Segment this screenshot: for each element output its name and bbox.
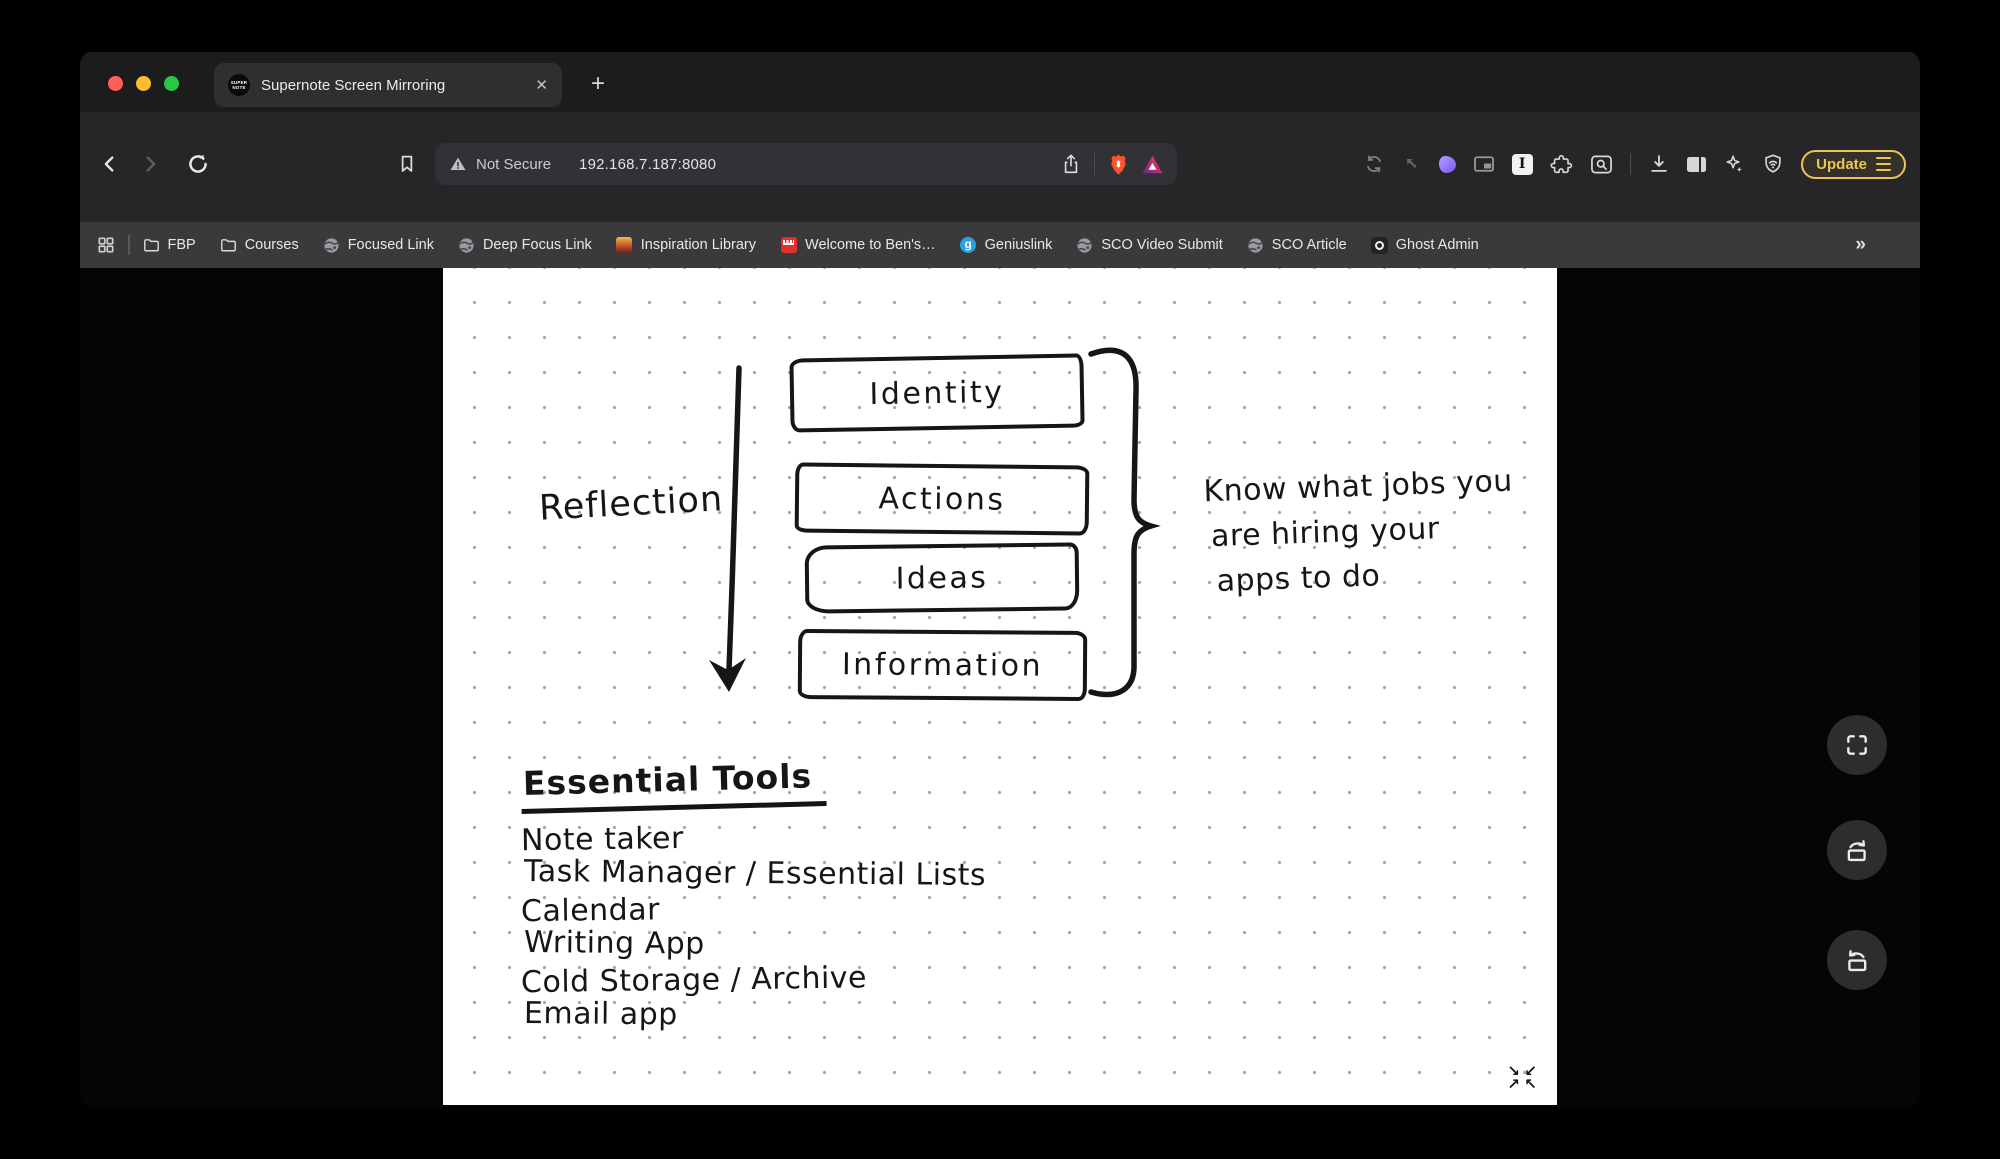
tab-supernote-screen-mirroring[interactable] bbox=[214, 63, 562, 107]
tab-close-icon[interactable]: ✕ bbox=[535, 77, 548, 94]
bookmark-label: Ghost Admin bbox=[1395, 237, 1479, 253]
sketch-box-label: Identity bbox=[869, 374, 1005, 412]
sidebar-toggle-icon[interactable] bbox=[1687, 157, 1706, 172]
share-icon[interactable] bbox=[1061, 153, 1081, 175]
back-button[interactable] bbox=[99, 153, 121, 175]
sketch-box bbox=[795, 462, 1090, 535]
sketch-box bbox=[789, 353, 1084, 432]
address-bar[interactable] bbox=[435, 143, 1177, 185]
bookmark-label: FBP bbox=[167, 237, 196, 253]
bookmarks-separator bbox=[128, 235, 130, 255]
globe-icon bbox=[458, 237, 475, 254]
rotate-clockwise-button[interactable] bbox=[1827, 820, 1887, 880]
annotation-note bbox=[1203, 459, 1517, 605]
reload-button[interactable] bbox=[185, 151, 211, 177]
annotation-line: apps to do bbox=[1216, 558, 1381, 600]
brave-shields-icon[interactable] bbox=[1108, 153, 1129, 176]
collapse-view-icon[interactable]: ↘ ↙ ↗ ↖ bbox=[1507, 1062, 1537, 1093]
update-label: Update bbox=[1816, 155, 1867, 173]
navigation-toolbar bbox=[80, 112, 1920, 222]
essential-tools-item: Note taker bbox=[520, 820, 685, 859]
window-controls bbox=[108, 76, 179, 91]
security-label[interactable]: Not Secure bbox=[476, 155, 552, 173]
sketch-box bbox=[805, 542, 1080, 613]
sketch-box-label: Ideas bbox=[895, 559, 989, 597]
bookmark-label: Inspiration Library bbox=[640, 237, 757, 253]
purple-extension-icon[interactable] bbox=[1439, 156, 1456, 173]
bookmark-item[interactable] bbox=[780, 237, 936, 254]
ghost-icon bbox=[1371, 237, 1388, 254]
reflection-arrow bbox=[729, 368, 739, 670]
essential-tools-list bbox=[520, 820, 987, 1033]
bookmark-label: Deep Focus Link bbox=[482, 237, 592, 253]
essential-tools-item: Cold Storage / Archive bbox=[520, 960, 868, 1001]
tab-title: Supernote Screen Mirroring bbox=[261, 76, 446, 94]
vpn-shield-icon[interactable] bbox=[1762, 153, 1784, 176]
downloads-icon[interactable] bbox=[1648, 153, 1670, 175]
i-extension-icon[interactable]: I bbox=[1512, 154, 1533, 175]
red-site-icon bbox=[780, 237, 797, 254]
bookmark-item[interactable] bbox=[143, 237, 196, 254]
page-content-area bbox=[80, 268, 1920, 1107]
geniuslink-icon: g bbox=[960, 237, 977, 254]
essential-tools-item: Calendar bbox=[520, 892, 661, 930]
essential-tools-item: Writing App bbox=[523, 924, 705, 962]
new-tab-button[interactable]: + bbox=[590, 70, 605, 97]
sketch-box-label: Actions bbox=[878, 480, 1006, 518]
leo-ai-sparkle-icon[interactable] bbox=[1723, 153, 1745, 175]
rotate-counterclockwise-button[interactable] bbox=[1827, 930, 1887, 990]
menu-icon bbox=[1876, 157, 1891, 171]
forward-button[interactable] bbox=[139, 153, 161, 175]
close-window-button[interactable] bbox=[108, 76, 123, 91]
zoom-window-button[interactable] bbox=[164, 76, 179, 91]
globe-icon bbox=[323, 237, 340, 254]
bat-rewards-icon[interactable] bbox=[1142, 155, 1163, 174]
toolbar-separator bbox=[1630, 153, 1632, 175]
essential-tools-section bbox=[520, 756, 987, 1033]
annotation-line: are hiring your bbox=[1210, 511, 1441, 555]
bookmark-label: SCO Video Submit bbox=[1101, 237, 1223, 253]
bookmark-item[interactable] bbox=[616, 237, 756, 254]
bookmark-item[interactable] bbox=[1076, 237, 1222, 254]
urlbar-separator bbox=[1094, 153, 1096, 175]
update-button[interactable] bbox=[1801, 150, 1906, 179]
extensions-puzzle-icon[interactable] bbox=[1550, 153, 1573, 176]
supernote-canvas[interactable] bbox=[443, 268, 1557, 1105]
bookmark-item[interactable] bbox=[458, 237, 592, 254]
apps-grid-icon[interactable] bbox=[96, 235, 116, 255]
bookmark-item[interactable] bbox=[323, 237, 434, 254]
tab-search-icon[interactable] bbox=[1590, 154, 1613, 175]
not-secure-warning-icon bbox=[449, 155, 467, 173]
sketch-box-label: Information bbox=[841, 646, 1044, 684]
url-text[interactable]: 192.168.7.187:8080 bbox=[579, 155, 717, 173]
tab-strip bbox=[80, 52, 1920, 112]
bookmark-item[interactable] bbox=[1371, 237, 1479, 254]
bookmark-label: Focused Link bbox=[347, 237, 434, 253]
bookmarks-overflow-chevron-icon[interactable]: » bbox=[1855, 234, 1864, 255]
image-icon bbox=[616, 237, 633, 254]
bookmark-item[interactable] bbox=[1247, 237, 1347, 254]
bookmark-label: Welcome to Ben's… bbox=[805, 237, 936, 253]
sketch-box bbox=[798, 629, 1087, 701]
essential-tools-title: Essential Tools bbox=[520, 756, 826, 814]
reflection-arrowhead bbox=[709, 658, 746, 692]
folder-icon bbox=[220, 237, 237, 254]
picture-in-picture-icon[interactable] bbox=[1473, 155, 1495, 173]
reflection-label: Reflection bbox=[538, 479, 725, 529]
supernote-favicon: SUPER NOTE bbox=[228, 74, 250, 96]
annotation-line: Know what jobs you bbox=[1202, 463, 1514, 510]
browser-window bbox=[80, 52, 1920, 1107]
toolbar-extensions-area bbox=[1363, 143, 1920, 185]
essential-tools-item: Email app bbox=[523, 995, 678, 1032]
minimize-window-button[interactable] bbox=[136, 76, 151, 91]
arrow-extension-icon[interactable] bbox=[1402, 154, 1422, 174]
bookmark-label: Courses bbox=[244, 237, 299, 253]
curly-brace bbox=[1091, 350, 1151, 694]
bookmark-item[interactable] bbox=[220, 237, 299, 254]
sync-extension-icon[interactable] bbox=[1363, 153, 1385, 175]
bookmark-item[interactable] bbox=[960, 237, 1053, 254]
bookmark-label: Geniuslink bbox=[984, 237, 1053, 253]
bookmark-label: SCO Article bbox=[1271, 237, 1347, 253]
essential-tools-item: Task Manager / Essential Lists bbox=[523, 853, 987, 893]
folder-icon bbox=[143, 237, 160, 254]
globe-icon bbox=[1076, 237, 1093, 254]
bookmarks-bar bbox=[80, 222, 1920, 268]
bookmark-this-tab-icon[interactable] bbox=[397, 154, 418, 175]
fullscreen-button[interactable] bbox=[1827, 715, 1887, 775]
globe-icon bbox=[1247, 237, 1264, 254]
